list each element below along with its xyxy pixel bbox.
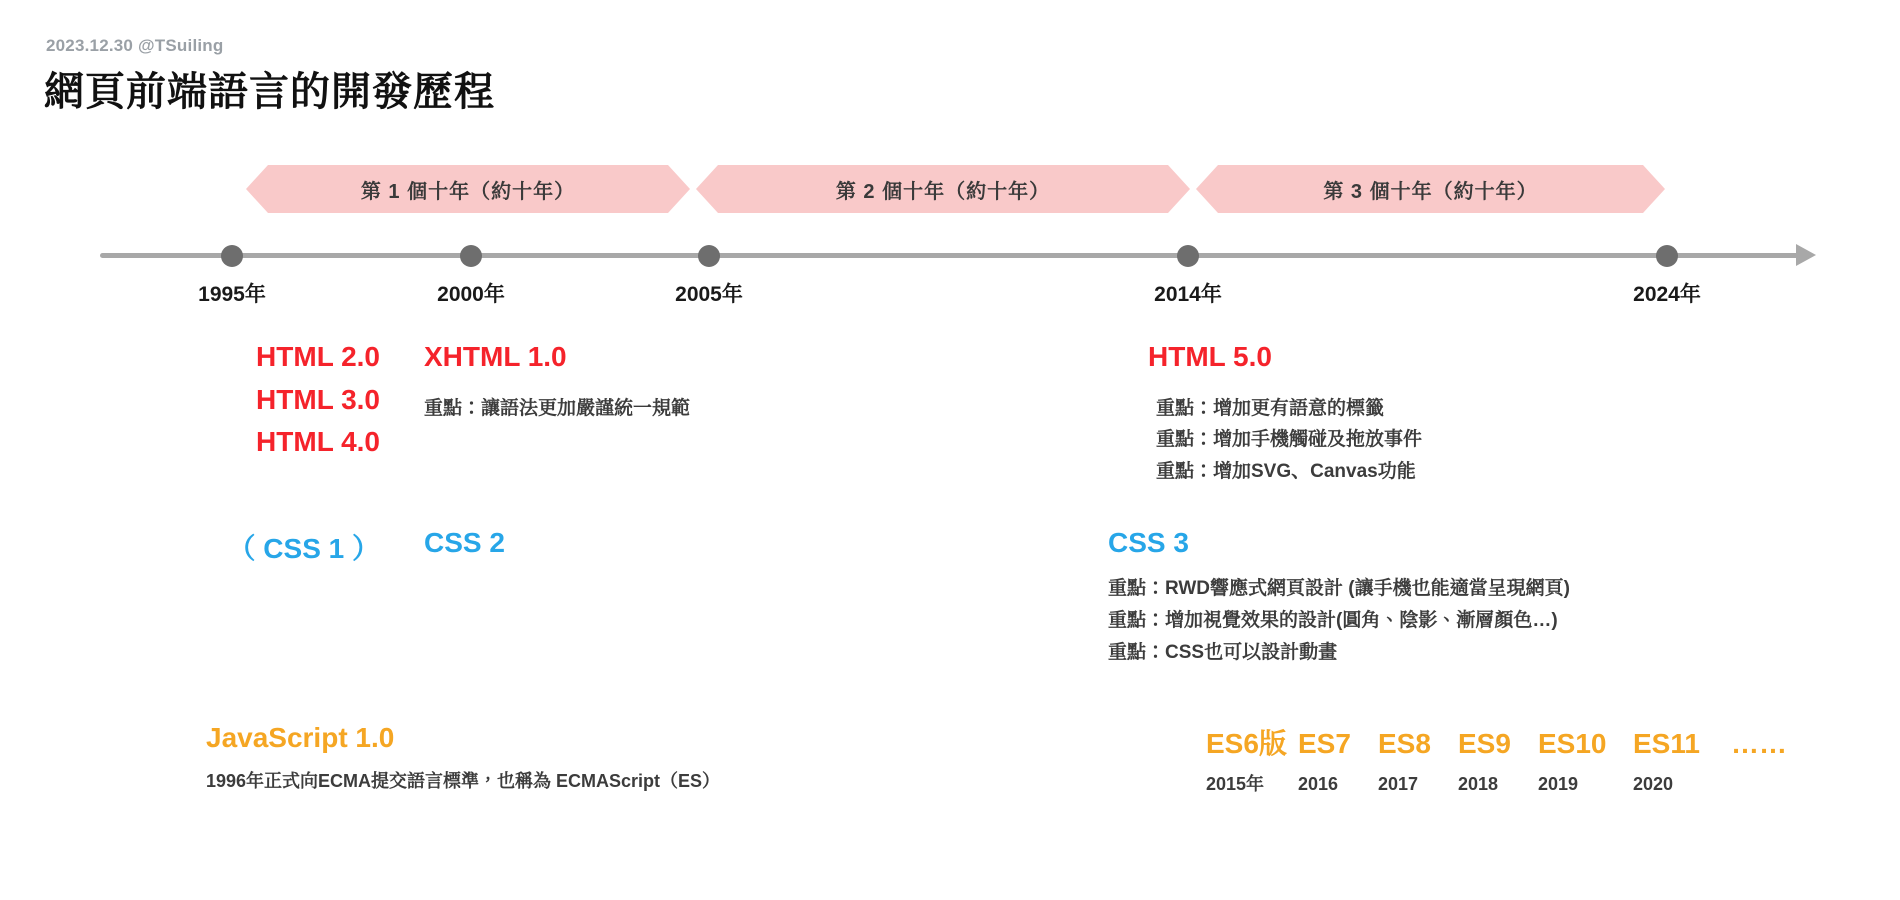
es-version-es8: ES8	[1378, 728, 1431, 759]
es-version-es7: ES7	[1298, 728, 1351, 759]
timeline-label-2014: 2014年	[1154, 283, 1222, 306]
css-3-note-2: 重點：增加視覺效果的設計(圓角、陰影、漸層顏色…)	[1108, 609, 1558, 631]
es-versions-row	[1206, 722, 1787, 762]
css-2-heading: CSS 2	[424, 527, 505, 558]
es-version-es11: ES11	[1633, 728, 1700, 759]
timeline-label-2024: 2024年	[1633, 283, 1701, 306]
es-year-2017: 2017	[1378, 774, 1419, 794]
es-version-more: ……	[1731, 728, 1787, 759]
es-version-es6: ES6版	[1206, 728, 1287, 759]
timeline-label-1995: 1995年	[198, 283, 266, 306]
timeline-dot-2005	[698, 245, 720, 267]
css3-2014-group	[1108, 527, 1570, 669]
html-3-0-label: HTML 3.0	[256, 383, 380, 415]
timeline-dot-2000	[460, 245, 482, 267]
xhtml-1-0-heading: XHTML 1.0	[424, 341, 567, 372]
es-year-2020: 2020	[1633, 774, 1674, 794]
html-2-0-label: HTML 2.0	[256, 341, 380, 372]
decade-label-1: 第 1 個十年（約十年）	[360, 180, 576, 203]
es-years-row	[1206, 770, 1731, 796]
es-year-2018: 2018	[1458, 774, 1499, 794]
es-version-es9: ES9	[1458, 728, 1511, 759]
decade-bar-1	[268, 165, 668, 213]
timeline-dot-1995	[221, 245, 243, 267]
es-year-2016: 2016	[1298, 774, 1339, 794]
decade-bar-3	[1218, 165, 1643, 213]
html5-2014-group	[1148, 336, 1422, 488]
decade-label-3: 第 3 個十年（約十年）	[1323, 180, 1538, 203]
timeline-label-2000: 2000年	[437, 283, 505, 306]
timeline-axis	[100, 253, 1800, 258]
timeline-arrow-icon	[1796, 244, 1816, 266]
meta-line	[46, 36, 223, 56]
javascript-heading: JavaScript 1.0	[206, 722, 395, 753]
css-3-heading: CSS 3	[1108, 527, 1189, 558]
timeline-label-2005: 2005年	[675, 283, 743, 306]
html-5-0-note-2: 重點：增加手機觸碰及拖放事件	[1156, 429, 1423, 451]
decade-label-2: 第 2 個十年（約十年）	[835, 180, 1051, 203]
css-1-heading: （ CSS 1 ）	[227, 533, 380, 564]
es-version-es10: ES10	[1538, 728, 1607, 759]
page-title: 網頁前端語言的開發歷程	[44, 70, 495, 114]
html-5-0-note-3: 重點：增加SVG、Canvas功能	[1156, 461, 1416, 483]
timeline-dot-2014	[1177, 245, 1199, 267]
css-3-note-1: 重點：RWD響應式網頁設計 (讓手機也能適當呈現網頁)	[1108, 578, 1570, 599]
timeline-dot-2024	[1656, 245, 1678, 267]
es-year-2019: 2019	[1538, 774, 1579, 794]
html-5-0-note-1: 重點：增加更有語意的標籤	[1156, 397, 1385, 419]
xhtml-2000-group	[424, 336, 690, 424]
meta-handle: @TSuiling	[138, 36, 224, 55]
javascript-note: 1996年正式向ECMA提交語言標準，也稱為 ECMAScript（ES）	[206, 771, 721, 791]
css2-2000-group	[424, 527, 505, 559]
html-1995-group	[80, 336, 380, 464]
css1-1995-group	[80, 527, 380, 567]
html-4-0-label: HTML 4.0	[256, 426, 380, 458]
css-3-note-3: 重點：CSS也可以設計動畫	[1108, 641, 1338, 663]
decade-bar-2	[718, 165, 1168, 213]
xhtml-1-0-note: 重點：讓語法更加嚴謹統一規範	[424, 397, 691, 419]
html-5-0-heading: HTML 5.0	[1148, 341, 1272, 372]
javascript-group	[206, 722, 720, 797]
meta-date: 2023.12.30	[46, 36, 134, 55]
es-year-2015: 2015年	[1206, 774, 1265, 794]
